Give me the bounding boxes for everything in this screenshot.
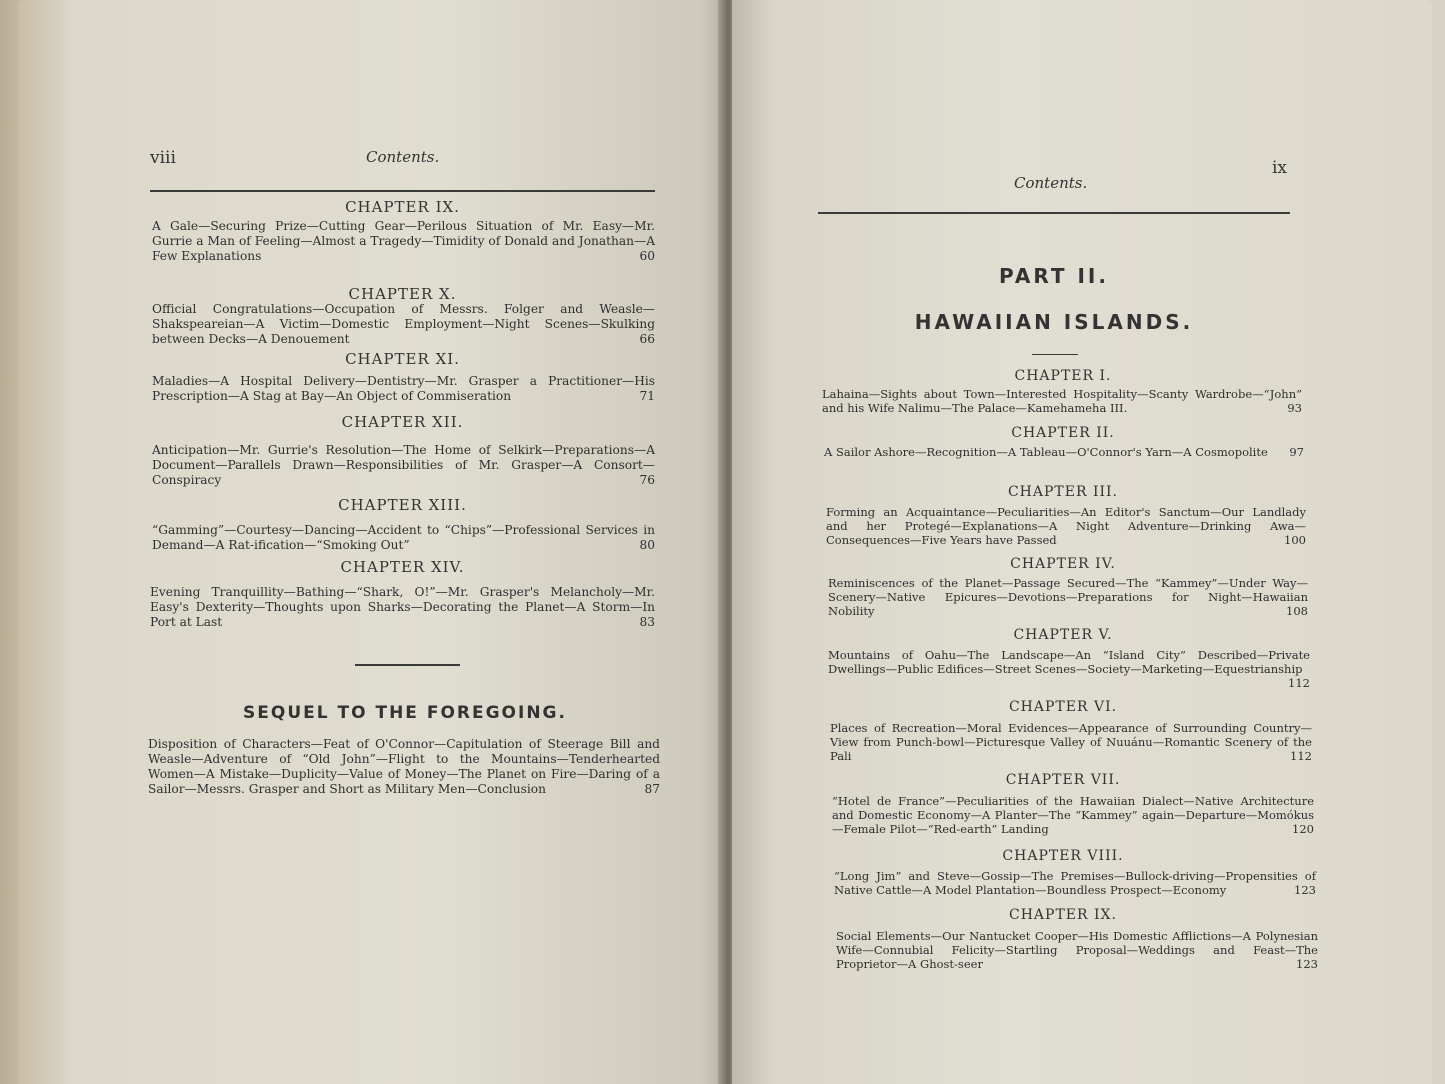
part-number: PART II. bbox=[999, 264, 1109, 288]
left-chapter-title: CHAPTER X. bbox=[348, 285, 457, 303]
right-chapter-title: CHAPTER II. bbox=[1011, 425, 1115, 441]
right-chapter-entry bbox=[826, 505, 1306, 547]
left-chapter-entry bbox=[152, 523, 655, 553]
entry-text: Lahaina—Sights about Town—Interested Hospitality—Scanty Wardrobe—“John” and his Wife Nalimu—The Palace—Kamehameha III. bbox=[822, 387, 1302, 415]
entry-text: “Gamming”—Courtesy—Dancing—Accident to “Chips”—Professional Services in Demand—A Rat-ification—“Smoking Out” bbox=[152, 523, 655, 552]
right-chapter-entry bbox=[832, 794, 1314, 836]
entry-text: Disposition of Characters—Feat of O'Connor—Capitulation of Steerage Bill and Weasle—Adventure of “Old John”—Flight to the Mountains—Tenderhearted Women—A Mistake—Duplicity—Value of Money—The Planet on Fire—Daring of a Sailor—Messrs. Grasper and Short as Military Men—Conclusion bbox=[148, 737, 660, 796]
entry-text: “Hotel de France”—Peculiarities of the Hawaiian Dialect—Native Architecture and Domestic Economy—A Planter—The “Kammey” again—Departure—Momókus—Female Pilot—“Red-earth” Landing bbox=[832, 794, 1314, 836]
left-chapter-title: CHAPTER XI. bbox=[345, 350, 460, 368]
left-chapter-title: CHAPTER XIII. bbox=[338, 496, 467, 514]
entry-page: 120 bbox=[1292, 822, 1314, 836]
right-chapter-entry bbox=[824, 445, 1304, 459]
section-divider bbox=[355, 664, 460, 666]
right-chapter-title: CHAPTER I. bbox=[1014, 368, 1112, 384]
entry-text: Social Elements—Our Nantucket Cooper—His Domestic Afflictions—A Polynesian Wife—Connubial Felicity—Startling Proposal—Weddings and Feast—The Proprietor—A Ghost-seer bbox=[836, 929, 1318, 971]
left-header-rule bbox=[150, 190, 655, 192]
right-chapter-entry bbox=[830, 721, 1312, 763]
entry-page: 108 bbox=[1286, 604, 1308, 618]
entry-page: 83 bbox=[639, 615, 655, 629]
entry-page: 93 bbox=[1287, 401, 1302, 415]
right-header-rule bbox=[818, 212, 1290, 214]
entry-text: A Gale—Securing Prize—Cutting Gear—Perilous Situation of Mr. Easy—Mr. Gurrie a Man of Feeling—Almost a Tragedy—Timidity of Donald and Jonathan—A Few Explanations bbox=[152, 219, 655, 263]
right-chapter-entry bbox=[836, 929, 1318, 971]
left-running-header: Contents. bbox=[366, 148, 440, 166]
entry-text: Official Congratulations—Occupation of Messrs. Folger and Weasle—Shakspeareian—A Victim—Domestic Employment—Night Scenes—Skulking between Decks—A Denouement bbox=[152, 302, 655, 346]
left-chapter-entry bbox=[152, 443, 655, 488]
sequel-title: SEQUEL TO THE FOREGOING. bbox=[243, 703, 567, 723]
entry-page: 100 bbox=[1284, 533, 1306, 547]
entry-page: 112 bbox=[1288, 676, 1310, 690]
entry-page: 123 bbox=[1294, 883, 1316, 897]
left-chapter-entry bbox=[150, 585, 655, 630]
entry-page: 112 bbox=[1290, 749, 1312, 763]
right-chapter-title: CHAPTER VI. bbox=[1008, 699, 1118, 715]
right-chapter-title: CHAPTER VIII. bbox=[1002, 848, 1124, 864]
entry-page: 123 bbox=[1296, 957, 1318, 971]
entry-page: 76 bbox=[639, 473, 655, 487]
entry-text: “Long Jim” and Steve—Gossip—The Premises—Bullock-driving—Propensities of Native Cattle—A Model Plantation—Boundless Prospect—Economy bbox=[834, 869, 1316, 897]
right-folio: ix bbox=[1272, 158, 1288, 178]
entry-page: 80 bbox=[639, 538, 655, 552]
right-chapter-title: CHAPTER IX. bbox=[1009, 907, 1117, 923]
entry-text: A Sailor Ashore—Recognition—A Tableau—O'Connor's Yarn—A Cosmopolite bbox=[824, 445, 1268, 459]
entry-text: Maladies—A Hospital Delivery—Dentistry—Mr. Grasper a Practitioner—His Prescription—A Stag at Bay—An Object of Commiseration bbox=[152, 374, 655, 403]
right-chapter-title: CHAPTER V. bbox=[1013, 627, 1113, 643]
entry-text: Evening Tranquillity—Bathing—“Shark, O!”—Mr. Grasper's Melancholy—Mr. Easy's Dexterity—Thoughts upon Sharks—Decorating the Planet—A Storm—In Port at Last bbox=[150, 585, 655, 629]
left-chapter-entry bbox=[152, 219, 655, 264]
left-folio: viii bbox=[150, 148, 176, 168]
entry-text: Reminiscences of the Planet—Passage Secured—The “Kammey”—Under Way—Scenery—Native Epicures—Devotions—Preparations for Night—Hawaiian Nobility bbox=[828, 576, 1308, 618]
right-chapter-entry bbox=[828, 648, 1310, 690]
entry-page: 60 bbox=[639, 249, 655, 263]
entry-text: Forming an Acquaintance—Peculiarities—An Editor's Sanctum—Our Landlady and her Protegé—Explanations—A Night Adventure—Drinking Awa—Consequences—Five Years have Passed bbox=[826, 505, 1306, 547]
right-chapter-title: CHAPTER VII. bbox=[1005, 772, 1121, 788]
right-chapter-title: CHAPTER III. bbox=[1007, 484, 1119, 500]
left-chapter-entry bbox=[152, 374, 655, 404]
entry-text: Places of Recreation—Moral Evidences—Appearance of Surrounding Country—View from Punch-bowl—Picturesque Valley of Nuuánu—Romantic Scenery of the Pali bbox=[830, 721, 1312, 763]
right-running-header: Contents. bbox=[1014, 174, 1088, 192]
title-divider bbox=[1032, 354, 1078, 355]
part-title: HAWAIIAN ISLANDS. bbox=[914, 310, 1194, 334]
right-chapter-entry bbox=[834, 869, 1316, 897]
left-chapter-title: CHAPTER XIV. bbox=[340, 558, 465, 576]
left-chapter-entry bbox=[152, 302, 655, 347]
entry-page: 97 bbox=[1289, 445, 1304, 459]
left-chapter-title: CHAPTER IX. bbox=[345, 198, 460, 216]
sequel-entry bbox=[148, 737, 660, 797]
entry-text: Mountains of Oahu—The Landscape—An “Island City” Described—Private Dwellings—Public Edifices—Street Scenes—Society—Marketing—Equestrianship bbox=[828, 648, 1310, 676]
right-chapter-entry bbox=[828, 576, 1308, 618]
right-chapter-entry bbox=[822, 387, 1302, 415]
entry-page: 66 bbox=[639, 332, 655, 346]
right-chapter-title: CHAPTER IV. bbox=[1010, 556, 1116, 572]
entry-page: 87 bbox=[644, 782, 660, 796]
entry-page: 71 bbox=[639, 389, 655, 403]
left-chapter-title: CHAPTER XII. bbox=[341, 413, 464, 431]
entry-text: Anticipation—Mr. Gurrie's Resolution—The Home of Selkirk—Preparations—A Document—Parallels Drawn—Responsibilities of Mr. Grasper—A Consort—Conspiracy bbox=[152, 443, 655, 487]
